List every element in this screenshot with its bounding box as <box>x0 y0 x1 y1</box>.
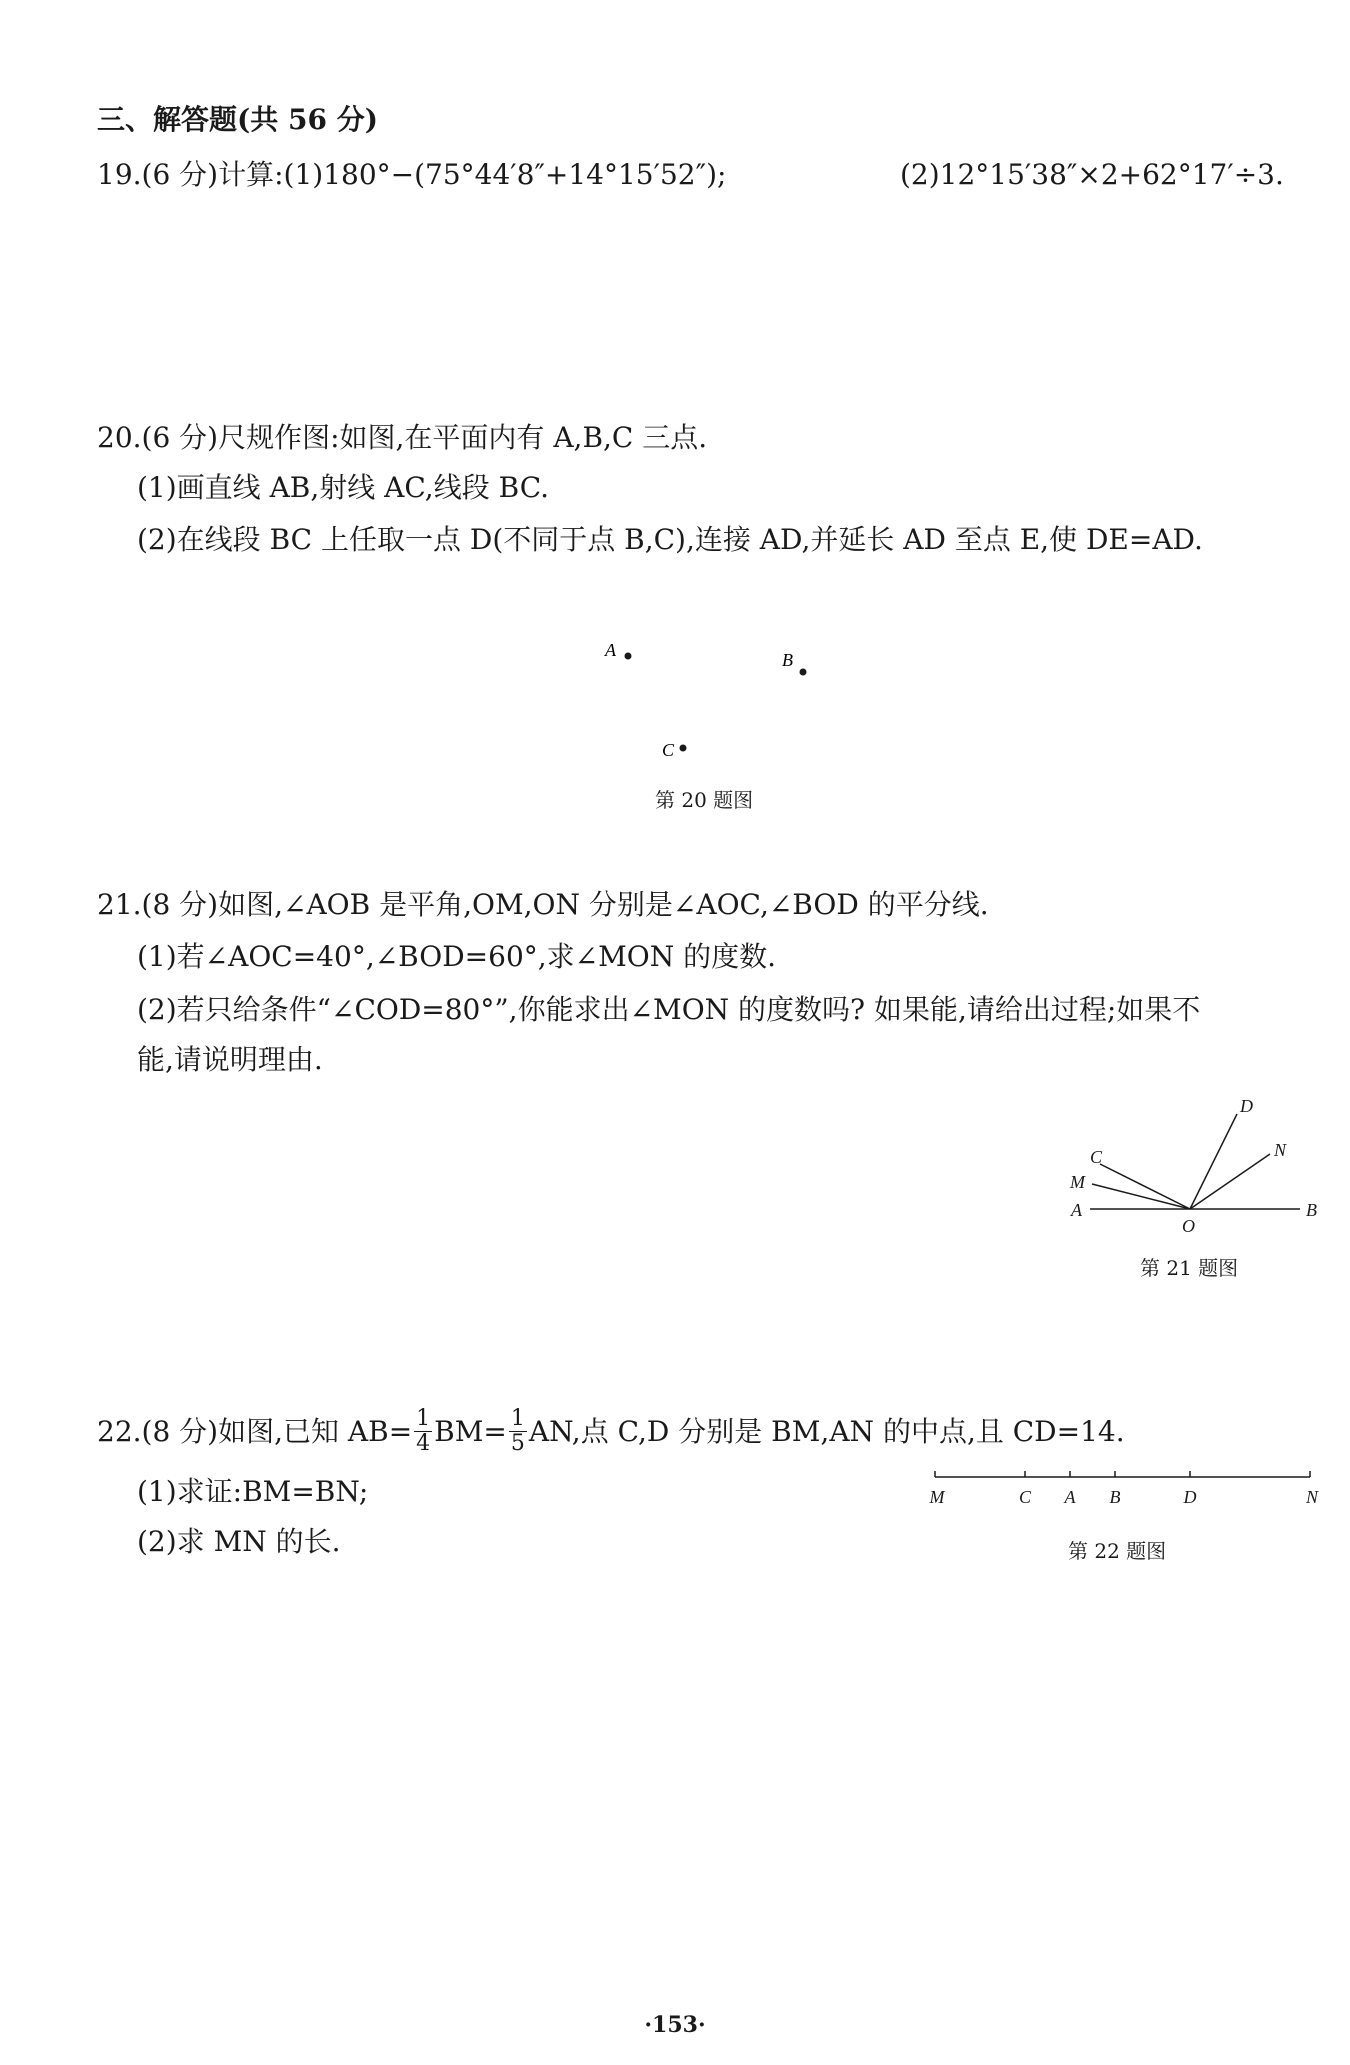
q20-point-b <box>800 669 807 676</box>
q21-ray-om <box>1092 1184 1190 1209</box>
q21-caption: 第 21 题图 <box>1140 1256 1239 1280</box>
q22-item2: (2)求 MN 的长. <box>137 1525 341 1558</box>
q22-label-a: A <box>1064 1487 1076 1507</box>
q21-item1: (1)若∠AOC=40°,∠BOD=60°,求∠MON 的度数. <box>137 940 777 973</box>
q22-fraction-1 <box>414 1407 432 1456</box>
q21-figure <box>1060 1090 1330 1240</box>
q22-fraction-2 <box>509 1407 527 1456</box>
q20-point-c <box>680 745 687 752</box>
q22-stem-mid: BM= <box>434 1415 507 1448</box>
q21-label-m: M <box>1070 1172 1085 1192</box>
q22-item1: (1)求证:BM=BN; <box>137 1475 369 1508</box>
q22-caption: 第 22 题图 <box>1068 1539 1167 1563</box>
q20-item1: (1)画直线 AB,射线 AC,线段 BC. <box>137 471 550 504</box>
q19-part2: (2)12°15′38″×2+62°17′÷3. <box>900 158 1284 191</box>
q22-stem-prefix: 22.(8 分)如图,已知 AB= <box>97 1415 413 1448</box>
q22-label-b: B <box>1109 1487 1121 1507</box>
q21-stem: 21.(8 分)如图,∠AOB 是平角,OM,ON 分别是∠AOC,∠BOD 的平分线. <box>97 888 989 921</box>
q22-frac1-denominator: 4 <box>416 1431 431 1456</box>
q19-part1: 19.(6 分)计算:(1)180°−(75°44′8″+14°15′52″); <box>97 158 727 191</box>
q22-label-c: C <box>1018 1487 1032 1507</box>
q22-label-m: M <box>929 1487 945 1507</box>
q20-point-a <box>625 653 632 660</box>
q22-label-n: N <box>1305 1487 1319 1507</box>
q22-figure <box>915 1455 1325 1515</box>
q20-caption: 第 20 题图 <box>655 788 754 812</box>
q21-label-a: A <box>1071 1200 1082 1220</box>
q21-ray-on <box>1190 1154 1270 1209</box>
q22-label-d: D <box>1183 1487 1197 1507</box>
q22-stem-suffix: AN,点 C,D 分别是 BM,AN 的中点,且 CD=14. <box>528 1415 1125 1448</box>
q21-label-n: N <box>1274 1140 1287 1160</box>
q20-label-a: A <box>605 640 616 660</box>
q20-stem: 20.(6 分)尺规作图:如图,在平面内有 A,B,C 三点. <box>97 421 708 454</box>
q21-label-c: C <box>1090 1147 1103 1167</box>
q21-label-o: O <box>1182 1216 1195 1236</box>
section-title: 三、解答题(共 56 分) <box>97 103 378 136</box>
q21-ray-od <box>1190 1114 1237 1209</box>
page-number: ·153· <box>644 2012 706 2038</box>
q22-frac2-numerator: 1 <box>510 1406 525 1431</box>
q21-label-d: D <box>1240 1096 1253 1116</box>
q22-stem <box>97 1402 1125 1462</box>
q22-frac2-denominator: 5 <box>510 1431 525 1456</box>
q20-item2: (2)在线段 BC 上任取一点 D(不同于点 B,C),连接 AD,并延长 AD 至点 E,使 DE=AD. <box>137 523 1203 556</box>
q21-ray-oc <box>1100 1164 1190 1209</box>
q21-item2-line2: 能,请说明理由. <box>137 1043 323 1076</box>
q21-item2-line1: (2)若只给条件“∠COD=80°”,你能求出∠MON 的度数吗? 如果能,请给出过程;如果不 <box>137 993 1201 1026</box>
q21-label-b: B <box>1306 1200 1317 1220</box>
q20-label-b: B <box>782 650 793 670</box>
q20-figure <box>590 630 830 780</box>
q22-frac1-numerator: 1 <box>416 1406 431 1431</box>
q20-label-c: C <box>662 740 675 760</box>
